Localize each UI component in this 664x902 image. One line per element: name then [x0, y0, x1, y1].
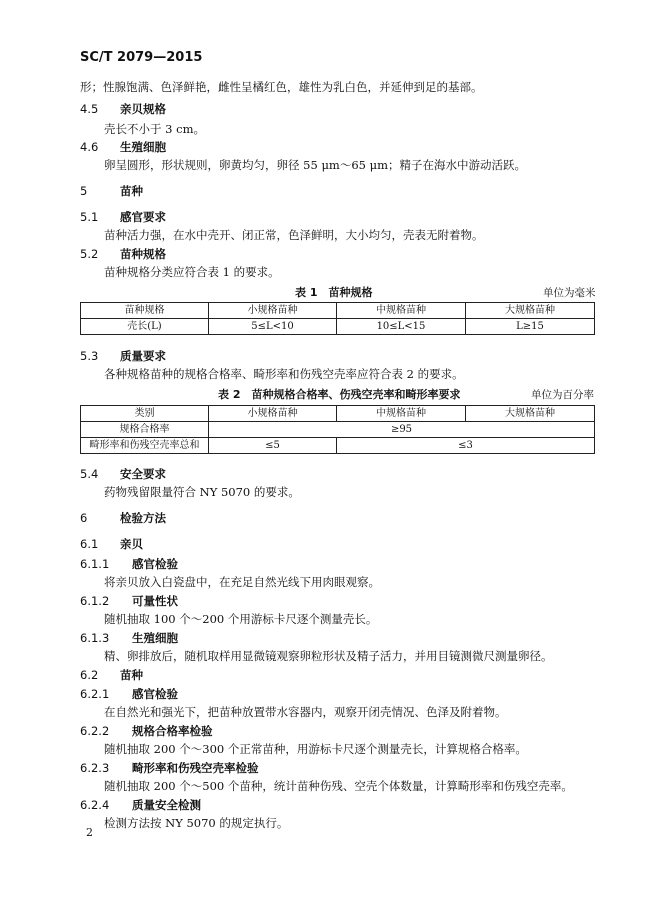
page-number: 2 — [86, 826, 93, 839]
table-cell: 10≤L<15 — [337, 319, 466, 335]
section-heading — [80, 183, 143, 199]
section-title: 安全要求 — [120, 467, 166, 481]
section-heading — [80, 593, 178, 609]
section-title: 亲贝 — [120, 537, 143, 551]
section-number: 5 — [80, 184, 88, 198]
text-line: 在自然光和强光下，把苗种放置带水容器内，观察开闭壳情况、色泽及附着物。 — [104, 705, 507, 719]
section-title: 可量性状 — [132, 594, 178, 608]
section-heading — [80, 510, 166, 526]
section-number: 5.2 — [80, 247, 99, 261]
section-number: 5.3 — [80, 349, 99, 363]
table-header-cell: 苗种规格 — [81, 303, 209, 319]
document-header: SC/T 2079—2015 — [80, 50, 203, 65]
section-number: 6.2.4 — [80, 798, 110, 812]
section-number: 6.2 — [80, 668, 99, 682]
table-cell: ≤5 — [209, 438, 337, 454]
section-number: 4.5 — [80, 102, 99, 116]
table1 — [80, 302, 595, 335]
section-number: 6.2.1 — [80, 687, 110, 701]
section-heading — [80, 139, 166, 155]
table-cell: 畸形率和伤残空壳率总和 — [81, 438, 209, 454]
table-row — [81, 438, 595, 454]
section-title: 苗种 — [120, 184, 143, 198]
text-line: 苗种规格分类应符合表 1 的要求。 — [104, 265, 280, 279]
table-header-row — [81, 303, 595, 319]
section-heading — [80, 246, 166, 262]
table-header-cell: 类别 — [81, 406, 209, 422]
section-heading — [80, 466, 166, 482]
text-line: 各种规格苗种的规格合格率、畸形率和伤残空壳率应符合表 2 的要求。 — [104, 367, 464, 381]
text-line: 将亲贝放入白瓷盘中，在充足自然光线下用肉眼观察。 — [104, 575, 380, 589]
section-number: 6.1 — [80, 537, 99, 551]
section-title: 生殖细胞 — [132, 631, 178, 645]
text-line: 苗种活力强，在水中壳开、闭正常，色泽鲜明，大小均匀，壳表无附着物。 — [104, 228, 484, 242]
table2-unit: 单位为百分率 — [531, 389, 594, 401]
table-cell: ≥95 — [209, 422, 595, 438]
section-heading — [80, 667, 143, 683]
text-line: 随机抽取 200 个～300 个正常苗种，用游标卡尺逐个测量壳长，计算规格合格率。 — [104, 742, 527, 756]
section-number: 5.1 — [80, 210, 99, 224]
section-title: 苗种规格 — [120, 247, 166, 261]
table-header-row — [81, 406, 595, 422]
section-heading — [80, 101, 166, 117]
section-number: 6.1.3 — [80, 631, 110, 645]
section-heading — [80, 797, 201, 813]
section-title: 质量安全检测 — [132, 798, 201, 812]
section-title: 感官检验 — [132, 557, 178, 571]
section-heading — [80, 209, 166, 225]
table-row — [81, 422, 595, 438]
section-number: 4.6 — [80, 140, 99, 154]
table-cell: 5≤L<10 — [209, 319, 337, 335]
section-number: 6.1.1 — [80, 557, 110, 571]
section-heading — [80, 760, 259, 776]
section-title: 亲贝规格 — [120, 102, 166, 116]
section-title: 畸形率和伤残空壳率检验 — [132, 761, 259, 775]
text-line: 随机抽取 100 个～200 个用游标卡尺逐个测量壳长。 — [104, 612, 378, 626]
section-title: 感官要求 — [120, 210, 166, 224]
table1-caption: 表 1 苗种规格 — [295, 286, 373, 299]
table-cell: ≤3 — [337, 438, 595, 454]
table-cell: 规格合格率 — [81, 422, 209, 438]
section-number: 6.1.2 — [80, 594, 110, 608]
section-title: 生殖细胞 — [120, 140, 166, 154]
text-line: 壳长不小于 3 cm。 — [104, 122, 205, 136]
table1-unit: 单位为毫米 — [543, 287, 596, 299]
section-number: 5.4 — [80, 467, 99, 481]
table-row — [81, 319, 595, 335]
table2-caption: 表 2 苗种规格合格率、伤残空壳率和畸形率要求 — [218, 388, 461, 401]
table-header-cell: 小规格苗种 — [209, 406, 337, 422]
section-heading — [80, 556, 178, 572]
section-heading — [80, 723, 213, 739]
table-cell: L≥15 — [466, 319, 595, 335]
section-title: 感官检验 — [132, 687, 178, 701]
section-title: 苗种 — [120, 668, 143, 682]
section-heading — [80, 686, 178, 702]
section-title: 质量要求 — [120, 349, 166, 363]
section-number: 6.2.3 — [80, 761, 110, 775]
section-number: 6.2.2 — [80, 724, 110, 738]
section-heading — [80, 630, 178, 646]
table-header-cell: 大规格苗种 — [466, 406, 595, 422]
table-header-cell: 中规格苗种 — [337, 406, 466, 422]
table2 — [80, 405, 595, 454]
text-line: 随机抽取 200 个～500 个苗种，统计苗种伤残、空壳个体数量，计算畸形率和伤残空壳率。 — [104, 779, 573, 793]
text-line: 检测方法按 NY 5070 的规定执行。 — [104, 816, 289, 830]
text-line: 精、卵排放后，随机取样用显微镜观察卵粒形状及精子活力，并用目镜测微尺测量卵径。 — [104, 649, 553, 663]
section-heading — [80, 536, 143, 552]
section-heading — [80, 348, 166, 364]
text-line: 形；性腺饱满、色泽鲜艳，雌性呈橘红色，雄性为乳白色，并延伸到足的基部。 — [80, 80, 483, 94]
table-cell: 壳长(L) — [81, 319, 209, 335]
table-header-cell: 大规格苗种 — [466, 303, 595, 319]
text-line: 卵呈圆形，形状规则，卵黄均匀，卵径 55 μm～65 μm；精子在海水中游动活跃。 — [104, 158, 526, 172]
section-title: 检验方法 — [120, 511, 166, 525]
table-header-cell: 中规格苗种 — [337, 303, 466, 319]
section-number: 6 — [80, 511, 88, 525]
text-line: 药物残留限量符合 NY 5070 的要求。 — [104, 485, 300, 499]
table-header-cell: 小规格苗种 — [209, 303, 337, 319]
section-title: 规格合格率检验 — [132, 724, 213, 738]
